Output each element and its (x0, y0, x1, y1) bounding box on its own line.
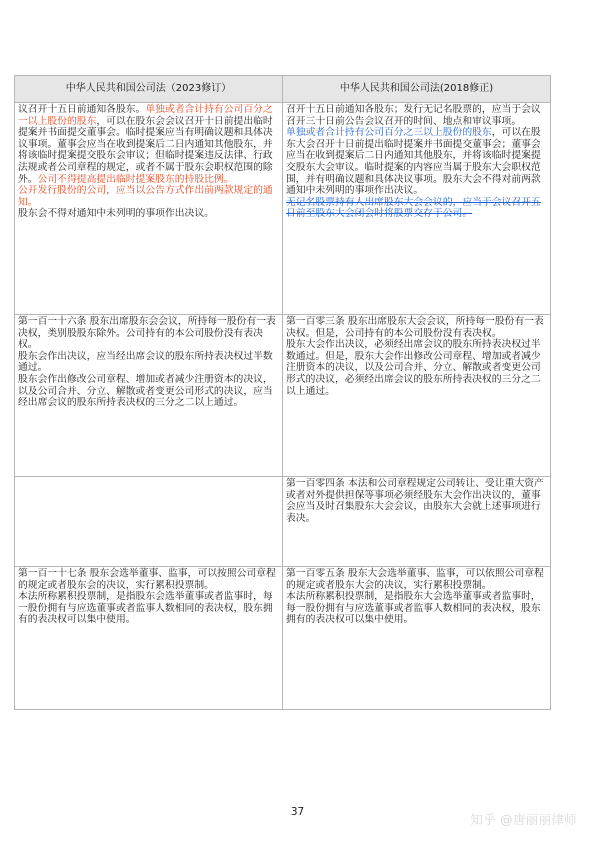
law-text-segment: 第一百零五条 股东大会选举董事、监事，可以依照公司章程的规定或者股东大会的决议，实行累积投票制。 (286, 568, 544, 591)
law-text-segment: 议召开十五日前通知各股东。 (18, 104, 146, 115)
law-text-segment: 第一百零三条 股东出席股东大会会议，所持每一股份有一表决权。但是，公司持有的本公司股份没有表决权。 (286, 316, 544, 339)
table-row (15, 103, 551, 315)
cell-2023 (15, 567, 283, 710)
law-text-segment: 股东大会作出决议，必须经出席会议的股东所持表决权过半数通过。但是，股东大会作出修改公司章程、增加或者减少注册资本的决议，以及公司合并、分立、解散或者变更公司形式的决议，必须经出席会议的股东所持表决权的三分之二以上通过。 (286, 339, 541, 397)
law-text-segment: 公司不得提高提出临时提案股东的持股比例。 (37, 173, 234, 185)
law-text-segment: 股东会作出决议，应当经出席会议的股东所持表决权过半数通过。 (18, 350, 273, 374)
header-2018: 中华人民共和国公司法(2018修正) (283, 76, 551, 103)
law-text-segment: ，可以在股东大会召开十日前提出临时提案并书面提交董事会；董事会应当在收到提案后二日内通知其他股东，并将该临时提案提交股东大会审议。临时提案的内容应当属于股东大会职权范围，并有明确议题和具体决议事项。股东大会不得对前两款通知中未列明的事项作出决议。 (286, 127, 541, 197)
cell-2018 (283, 315, 551, 477)
law-text-segment: ，可以在股东会会议召开十日前提出临时提案并书面提交董事会。临时提案应当有明确议题和具体决议事项。董事会应当在收到提案后二日内通知其他股东，并将该临时提案提交股东会审议；但临时提案违反法律、行政法规或者公司章程的规定，或者不属于股东会职权范围的除外。 (18, 115, 273, 185)
law-text-segment: 本法所称累积投票制，是指股东大会选举董事或者监事时，每一股份拥有与应选董事或者监事人数相同的表决权，股东拥有的表决权可以集中使用。 (286, 591, 541, 626)
law-text-segment: 第一百一十六条 股东出席股东会会议，所持每一股份有一表决权，类别股股东除外。公司持有的本公司股份没有表决权。 (18, 316, 276, 351)
cell-2018 (283, 567, 551, 710)
law-text-segment: 召开十五日前通知各股东；发行无记名股票的，应当于会议召开三十日前公告会议召开的时间、地点和审议事项。 (286, 104, 541, 127)
law-text-segment: 单独或者合计持有公司百分之一以上股份的股东 (18, 104, 273, 127)
page-number: 37 (290, 806, 305, 818)
cell-2023 (15, 103, 283, 315)
law-text-segment: 单独或者合计持有公司百分之三以上股份的股东 (286, 127, 492, 139)
law-text-segment: 第一百一十七条 股东会选举董事、监事，可以按照公司章程的规定或者股东会的决议，实行累积投票制。 (18, 568, 276, 591)
table-row (15, 477, 551, 567)
law-text-segment: 公开发行股份的公司，应当以公告方式作出前两款规定的通知。 (18, 185, 273, 208)
table-header-row (15, 76, 551, 103)
table-row (15, 315, 551, 477)
law-text-segment: 本法所称累积投票制，是指股东会选举董事或者监事时，每一股份拥有与应选董事或者监事人数相同的表决权，股东拥有的表决权可以集中使用。 (18, 591, 273, 626)
law-text-segment: 股东会作出修改公司章程、增加或者减少注册资本的决议，以及公司合并、分立、解散或者变更公司形式的决议，应当经出席会议的股东所持表决权的三分之二以上通过。 (18, 373, 273, 409)
cell-2023 (15, 477, 283, 567)
law-comparison-table (14, 75, 551, 710)
header-2023: 中华人民共和国公司法（2023修订） (15, 76, 283, 103)
watermark: 知乎 @唐丽丽律师 (470, 812, 577, 827)
cell-2018 (283, 103, 551, 315)
law-text-segment: 无记名股票持有人出席股东大会会议的，应当于会议召开五日前至股东大会闭会时将股票交存于公司。 (286, 196, 541, 220)
cell-2023 (15, 315, 283, 477)
cell-2018 (283, 477, 551, 567)
law-text-segment: 股东会不得对通知中未列明的事项作出决议。 (18, 208, 214, 220)
table-row (15, 567, 551, 710)
law-text-segment: 第一百零四条 本法和公司章程规定公司转让、受让重大资产或者对外提供担保等事项必须经股东大会作出决议的，董事会应当及时召集股东大会会议，由股东大会就上述事项进行表决。 (286, 478, 544, 524)
